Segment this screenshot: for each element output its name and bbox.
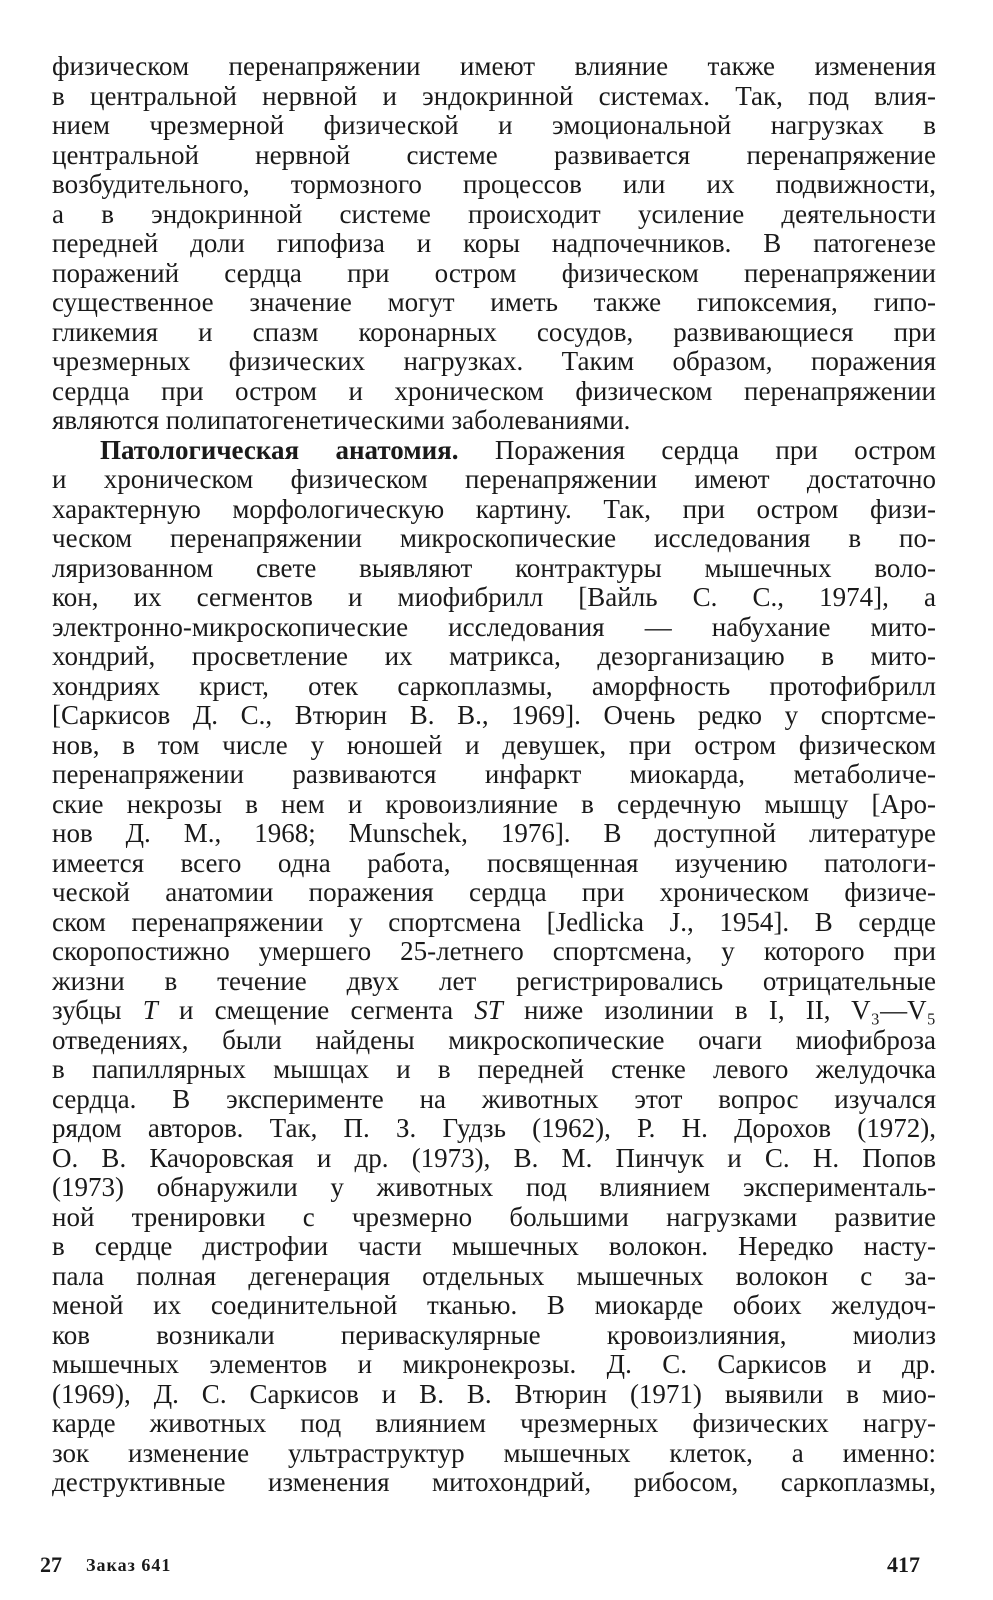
text-line: и хроническом физическом перенапряжении имеют достаточно: [52, 464, 936, 494]
text-line: О. В. Качоровская и др. (1973), В. М. Пинчук и С. Н. Попов: [52, 1142, 936, 1173]
text-line: ной тренировки с чрезмерно большими нагрузками развитие: [52, 1201, 936, 1232]
text-line: кон, их сегментов и миофибрилл [Вайль С. С., 1974], а: [52, 582, 936, 612]
section-first-line: [52, 436, 936, 466]
wave-t-symbol: T: [142, 995, 158, 1025]
paragraph-intro: [52, 52, 936, 436]
text-line: ков возникали периваскулярные кровоизлияния, миолиз: [52, 1319, 936, 1350]
text-line: пала полная дегенерация отдельных мышечных волокон с за-: [52, 1260, 936, 1291]
text-line: жизни в течение двух лет регистрировались отрицательные: [52, 965, 936, 996]
text-fragment: Поражения сердца при остром: [458, 434, 937, 465]
text-line: ском перенапряжении у спортсмена [Jedlicka J., 1954]. В сердце: [52, 906, 936, 937]
section-pathology: [52, 436, 936, 1498]
text-line: возбудительного, тормозного процессов или их подвижности,: [52, 169, 936, 199]
text-line: нов, в том числе у юношей и девушек, при остром физическом: [52, 729, 936, 760]
text-fragment: зубцы: [52, 995, 143, 1025]
text-line: ческой анатомии поражения сердца при хроническом физиче-: [52, 877, 936, 907]
text-line: являются полипатогенетическими заболеваниями.: [52, 405, 631, 435]
page-body: [52, 52, 936, 1498]
text-line: (1973) обнаружили у животных под влиянием эксперименталь-: [52, 1172, 936, 1202]
text-line: физическом перенапряжении имеют влияние также изменения: [52, 51, 936, 81]
text-line: хондрий, просветление их матрикса, дезорганизацию в мито-: [52, 641, 936, 671]
text-line: в центральной нервной и эндокринной системах. Так, под влия-: [52, 80, 936, 111]
text-line: [Саркисов Д. С., Втюрин В. В., 1969]. Очень редко у спортсме-: [52, 700, 936, 730]
text-line: ляризованном свете выявляют контрактуры мышечных воло-: [52, 552, 936, 583]
text-line: гликемия и спазм коронарных сосудов, развивающиеся при: [52, 316, 936, 347]
text-line: передней доли гипофиза и коры надпочечников. В патогенезе: [52, 228, 936, 258]
segment-st-symbol: ST: [474, 995, 503, 1025]
page-footer: [40, 1552, 920, 1584]
signature-number: 27: [40, 1552, 62, 1577]
text-line: ческом перенапряжении микроскопические исследования в по-: [52, 523, 936, 553]
text-line: ские некрозы в нем и кровоизлияние в сердечную мышцу [Аро-: [52, 788, 936, 819]
text-line: (1969), Д. С. Саркисов и В. В. Втюрин (1971) выявили в мио-: [52, 1378, 936, 1409]
text-line: поражений сердца при остром физическом перенапряжении: [52, 257, 936, 288]
text-line: хондриях крист, отек саркоплазмы, аморфность протофибрилл: [52, 670, 936, 701]
text-line: нов Д. М., 1968; Munschek, 1976]. В доступной литературе: [52, 818, 936, 848]
text-line: перенапряжении развиваются инфаркт миокарда, метаболиче-: [52, 759, 936, 789]
text-line: скоропостижно умершего 25-летнего спортсмена, у которого при: [52, 936, 936, 966]
text-line: зок изменение ультраструктур мышечных клеток, а именно:: [52, 1437, 936, 1468]
text-line: меной их соединительной тканью. В миокарде обоих желудоч-: [52, 1290, 936, 1320]
text-line: в сердце дистрофии части мышечных волокон. Нередко насту-: [52, 1231, 936, 1261]
text-line: а в эндокринной системе происходит усиление деятельности: [52, 198, 936, 229]
page-number: 417: [887, 1552, 920, 1577]
text-line: чрезмерных физических нагрузках. Таким образом, поражения: [52, 346, 936, 376]
text-line: сердца. В эксперименте на животных этот вопрос изучался: [52, 1083, 936, 1114]
text-line: отведениях, были найдены микроскопические очаги миофиброза: [52, 1024, 936, 1055]
text-line: имеется всего одна работа, посвященная изучению патологи-: [52, 847, 936, 878]
text-line: электронно-микроскопические исследования — набухание мито-: [52, 611, 936, 642]
text-line: мышечных элементов и микронекрозы. Д. С. Саркисов и др.: [52, 1349, 936, 1379]
text-line: характерную морфологическую картину. Так, при остром физи-: [52, 493, 936, 524]
text-line: существенное значение могут иметь также гипоксемия, гипо-: [52, 287, 936, 317]
text-line: центральной нервной системе развивается перенапряжение: [52, 139, 936, 170]
order-label: Заказ 641: [86, 1555, 172, 1575]
text-line: нием чрезмерной физической и эмоциональной нагрузках в: [52, 110, 936, 140]
ecg-line: [52, 996, 936, 1026]
text-line: карде животных под влиянием чрезмерных физических нагру-: [52, 1408, 936, 1438]
text-line: деструктивные изменения митохондрий, рибосом, саркоплазмы,: [52, 1467, 936, 1497]
section-heading: Патологическая анатомия.: [100, 434, 459, 465]
text-line: сердца при остром и хроническом физическом перенапряжении: [52, 375, 936, 406]
text-line: рядом авторов. Так, П. З. Гудзь (1962), Р. Н. Дорохов (1972),: [52, 1113, 936, 1143]
text-line: в папиллярных мышцах и в передней стенке левого желудочка: [52, 1054, 936, 1084]
text-fragment: и смещение сегмента: [157, 995, 475, 1025]
text-fragment: ниже изолинии в I, II, V₃—V₅: [502, 995, 936, 1025]
